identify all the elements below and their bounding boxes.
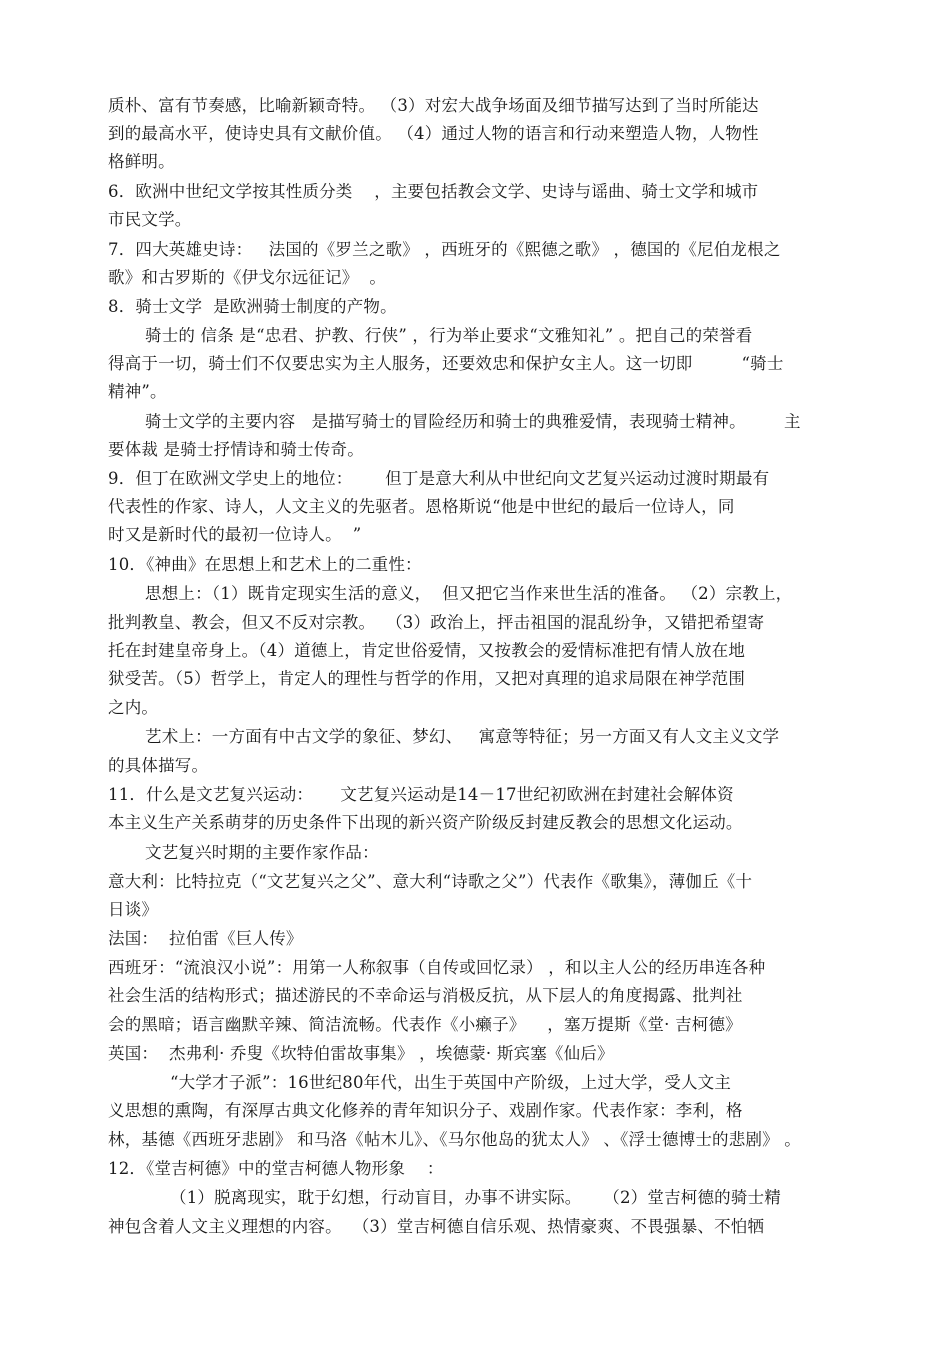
text-line: 文艺复兴时期的主要作家作品： bbox=[145, 843, 379, 862]
text-line: 歌》和古罗斯的《伊戈尔远征记》 。 bbox=[108, 268, 387, 287]
text-line: 骑士文学的主要内容 是描写骑士的冒险经历和骑士的典雅爱情，表现骑士精神。 主 bbox=[145, 412, 801, 431]
text-line: 精神”。 bbox=[108, 382, 167, 401]
text-line: “大学才子派”：16世纪80年代，出生于英国中产阶级，上过大学，受人文主 bbox=[170, 1073, 732, 1092]
text-line: 思想上：（1）既肯定现实生活的意义， 但又把它当作来世生活的准备。 （2）宗教上， bbox=[145, 584, 793, 603]
text-line: 法国： 拉伯雷《巨人传》 bbox=[108, 929, 303, 948]
text-line: 英国： 杰弗利· 乔叟《坎特伯雷故事集》 ，埃德蒙· 斯宾塞《仙后》 bbox=[108, 1044, 614, 1063]
text-line: 6．欧洲中世纪文学按其性质分类 ，主要包括教会文学、史诗与谣曲、骑士文学和城市 bbox=[108, 182, 759, 201]
text-line: 社会生活的结构形式；描述游民的不幸命运与消极反抗，从下层人的角度揭露、批判社 bbox=[108, 986, 743, 1005]
text-line: 之内。 bbox=[108, 698, 159, 717]
text-line: 得高于一切，骑士们不仅要忠实为主人服务，还要效忠和保护女主人。这一切即 “骑士 bbox=[108, 354, 784, 373]
text-line: 日谈》 bbox=[108, 900, 159, 919]
text-line: 11．什么是文艺复兴运动： 文艺复兴运动是14－17世纪初欧洲在封建社会解体资 bbox=[108, 785, 734, 804]
text-line: 义思想的熏陶，有深厚古典文化修养的青年知识分子、戏剧作家。代表作家：李利，格 bbox=[108, 1101, 743, 1120]
text-line: 到的最高水平，使诗史具有文献价值。 （4）通过人物的语言和行动来塑造人物，人物性 bbox=[108, 124, 759, 143]
text-line: 代表性的作家、诗人，人文主义的先驱者。恩格斯说“他是中世纪的最后一位诗人，同 bbox=[108, 497, 735, 516]
text-line: 10．《神曲》在思想上和艺术上的二重性： bbox=[108, 555, 422, 574]
text-line: 质朴、富有节奏感，比喻新颖奇特。 （3）对宏大战争场面及细节描写达到了当时所能达 bbox=[108, 96, 759, 115]
text-line: 格鲜明。 bbox=[108, 152, 175, 171]
text-line: 意大利：比特拉克（“文艺复兴之父”、意大利“诗歌之父”）代表作《歌集》，薄伽丘《十 bbox=[108, 872, 753, 891]
text-line: 托在封建皇帝身上。（4）道德上，肯定世俗爱情，又按教会的爱情标准把有情人放在地 bbox=[108, 641, 746, 660]
text-line: 西班牙：“流浪汉小说”：用第一人称叙事（自传或回忆录） ，和以主人公的经历串连各种 bbox=[108, 958, 766, 977]
text-line: 林，基德《西班牙悲剧》 和马洛《帖木儿》、《马尔他岛的犹太人》 、《浮士德博士的悲剧》 。 bbox=[108, 1130, 801, 1149]
text-line: 本主义生产关系萌芽的历史条件下出现的新兴资产阶级反封建反教会的思想文化运动。 bbox=[108, 813, 743, 832]
text-line: 骑士的 信条 是“忠君、护教、行侠” ，行为举止要求“文雅知礼” 。把自己的荣誉看 bbox=[145, 326, 753, 345]
text-line: 狱受苦。（5）哲学上，肯定人的理性与哲学的作用，又把对真理的追求局限在神学范围 bbox=[108, 669, 746, 688]
text-line: 要体裁 是骑士抒情诗和骑士传奇。 bbox=[108, 440, 364, 459]
text-line: 7．四大英雄史诗： 法国的《罗兰之歌》 ，西班牙的《熙德之歌》 ，德国的《尼伯龙根之 bbox=[108, 240, 781, 259]
text-line: 艺术上：一方面有中古文学的象征、梦幻、 寓意等特征；另一方面又有人文主义文学 bbox=[145, 727, 780, 746]
text-line: 的具体描写。 bbox=[108, 756, 209, 775]
text-line: 8．骑士文学 是欧洲骑士制度的产物。 bbox=[108, 297, 397, 316]
text-line: 9．但丁在欧洲文学史上的地位： 但丁是意大利从中世纪向文艺复兴运动过渡时期最有 bbox=[108, 469, 770, 488]
text-line: 市民文学。 bbox=[108, 210, 192, 229]
text-line: 神包含着人文主义理想的内容。 （3）堂吉柯德自信乐观、热情豪爽、不畏强暴、不怕牺 bbox=[108, 1217, 765, 1236]
text-line: 批判教皇、教会，但又不反对宗教。 （3）政治上，抨击祖国的混乱纷争，又错把希望寄 bbox=[108, 613, 765, 632]
text-line: 12．《堂吉柯德》中的堂吉柯德人物形象 ： bbox=[108, 1159, 444, 1178]
text-line: 时又是新时代的最初一位诗人。 ” bbox=[108, 525, 362, 544]
text-line: 会的黑暗；语言幽默辛辣、简洁流畅。代表作《小癞子》 ，塞万提斯《堂· 吉柯德》 bbox=[108, 1015, 742, 1034]
text-line: （1）脱离现实，耽于幻想，行动盲目，办事不讲实际。 （2）堂吉柯德的骑士精 bbox=[170, 1188, 781, 1207]
